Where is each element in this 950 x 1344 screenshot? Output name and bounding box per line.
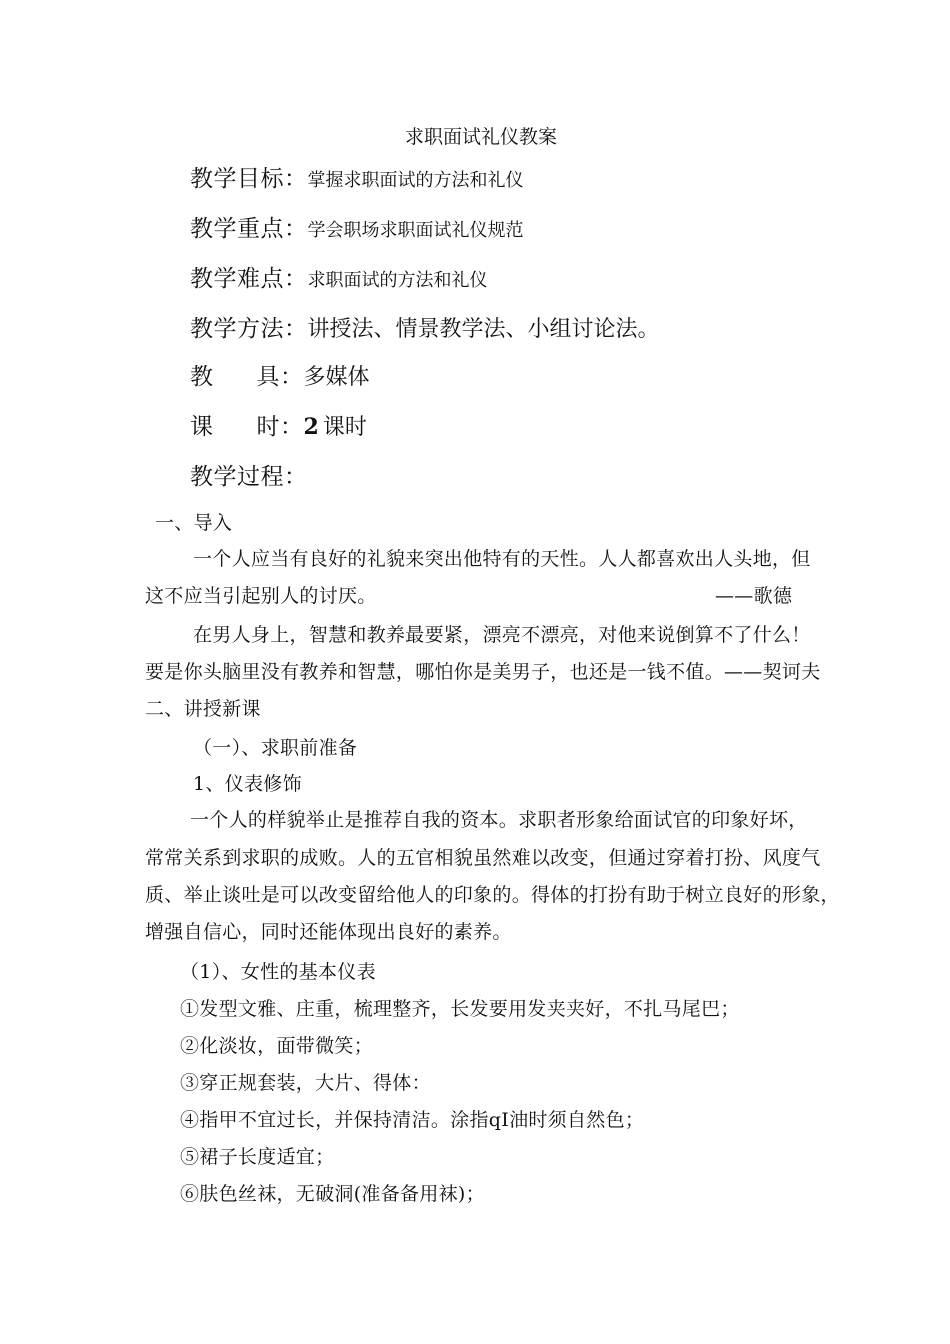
tools-row — [190, 358, 370, 391]
focus-row — [190, 210, 524, 243]
tools-label-b: 具： — [256, 364, 304, 390]
subsection-heading-preparation: （一）、求职前准备 — [193, 737, 358, 759]
goal-label: 教学目标： — [190, 166, 308, 192]
section-heading-intro: 一、导入 — [155, 512, 233, 534]
tools-value: 多媒体 — [303, 365, 370, 390]
goal-value: 掌握求职面试的方法和礼仪 — [307, 170, 524, 191]
hours-label-b: 时： — [256, 414, 304, 440]
quote1-line2: 这不应当引起别人的讨厌。 — [145, 585, 377, 607]
female-heading: （1）、女性的基本仪表 — [180, 961, 376, 983]
hours-label-a: 课 — [190, 414, 214, 440]
para-line3: 质、举止谈吐是可以改变留给他人的印象的。得体的打扮有助于树立良好的形象， — [145, 884, 840, 906]
list-item: ④指甲不宜过长，并保持清洁。涂指qI油时须自然色； — [180, 1109, 645, 1131]
focus-label: 教学重点： — [190, 216, 308, 242]
list-item: ②化淡妆，面带微笑； — [180, 1035, 374, 1057]
focus-value: 学会职场求职面试礼仪规范 — [307, 220, 524, 241]
method-label: 教学方法： — [190, 316, 308, 342]
quote1-author: ——歌德 — [715, 585, 793, 607]
list-item: ①发型文雅、庄重，梳理整齐，长发要用发夹夹好，不扎马尾巴； — [180, 998, 740, 1020]
quote1-line1: 一个人应当有良好的礼貌来突出他特有的天性。人人都喜欢出人头地，但 — [193, 548, 811, 570]
section-heading-new-lesson: 二、讲授新课 — [145, 698, 261, 720]
list-item: ⑤裙子长度适宜； — [180, 1146, 335, 1168]
quote2-line2: 要是你头脑里没有教养和智慧，哪怕你是美男子，也还是一钱不值。——契诃夫 — [145, 661, 821, 683]
difficulty-row — [190, 260, 488, 293]
method-row — [190, 310, 660, 343]
para-line4: 增强自信心，同时还能体现出良好的素养。 — [145, 921, 512, 943]
difficulty-value: 求职面试的方法和礼仪 — [307, 270, 488, 291]
difficulty-label: 教学难点： — [190, 266, 308, 292]
hours-unit: 课时 — [322, 415, 367, 440]
method-value: 讲授法、情景教学法、小组讨论法。 — [307, 317, 660, 342]
list-item: ③穿正规套装，大片、得体： — [180, 1072, 431, 1094]
process-label: 教学过程： — [190, 464, 308, 490]
tools-label-a: 教 — [190, 364, 214, 390]
quote2-line1: 在男人身上，智慧和教养最要紧，漂亮不漂亮，对他来说倒算不了什么！ — [193, 624, 811, 646]
page-title: 求职面试礼仪教案 — [405, 126, 558, 148]
subsection-heading-appearance: 1、仪表修饰 — [193, 773, 302, 795]
para-line1: 一个人的样貌举止是推荐自我的资本。求职者形象给面试官的印象好坏， — [190, 809, 808, 831]
hours-row — [190, 408, 367, 441]
goal-row — [190, 160, 524, 193]
list-item: ⑥肤色丝袜，无破洞(准备备用袜)； — [180, 1183, 485, 1205]
hours-num: 2 — [303, 414, 319, 440]
para-line2: 常常关系到求职的成败。人的五官相貌虽然难以改变，但通过穿着打扮、风度气 — [145, 847, 821, 869]
